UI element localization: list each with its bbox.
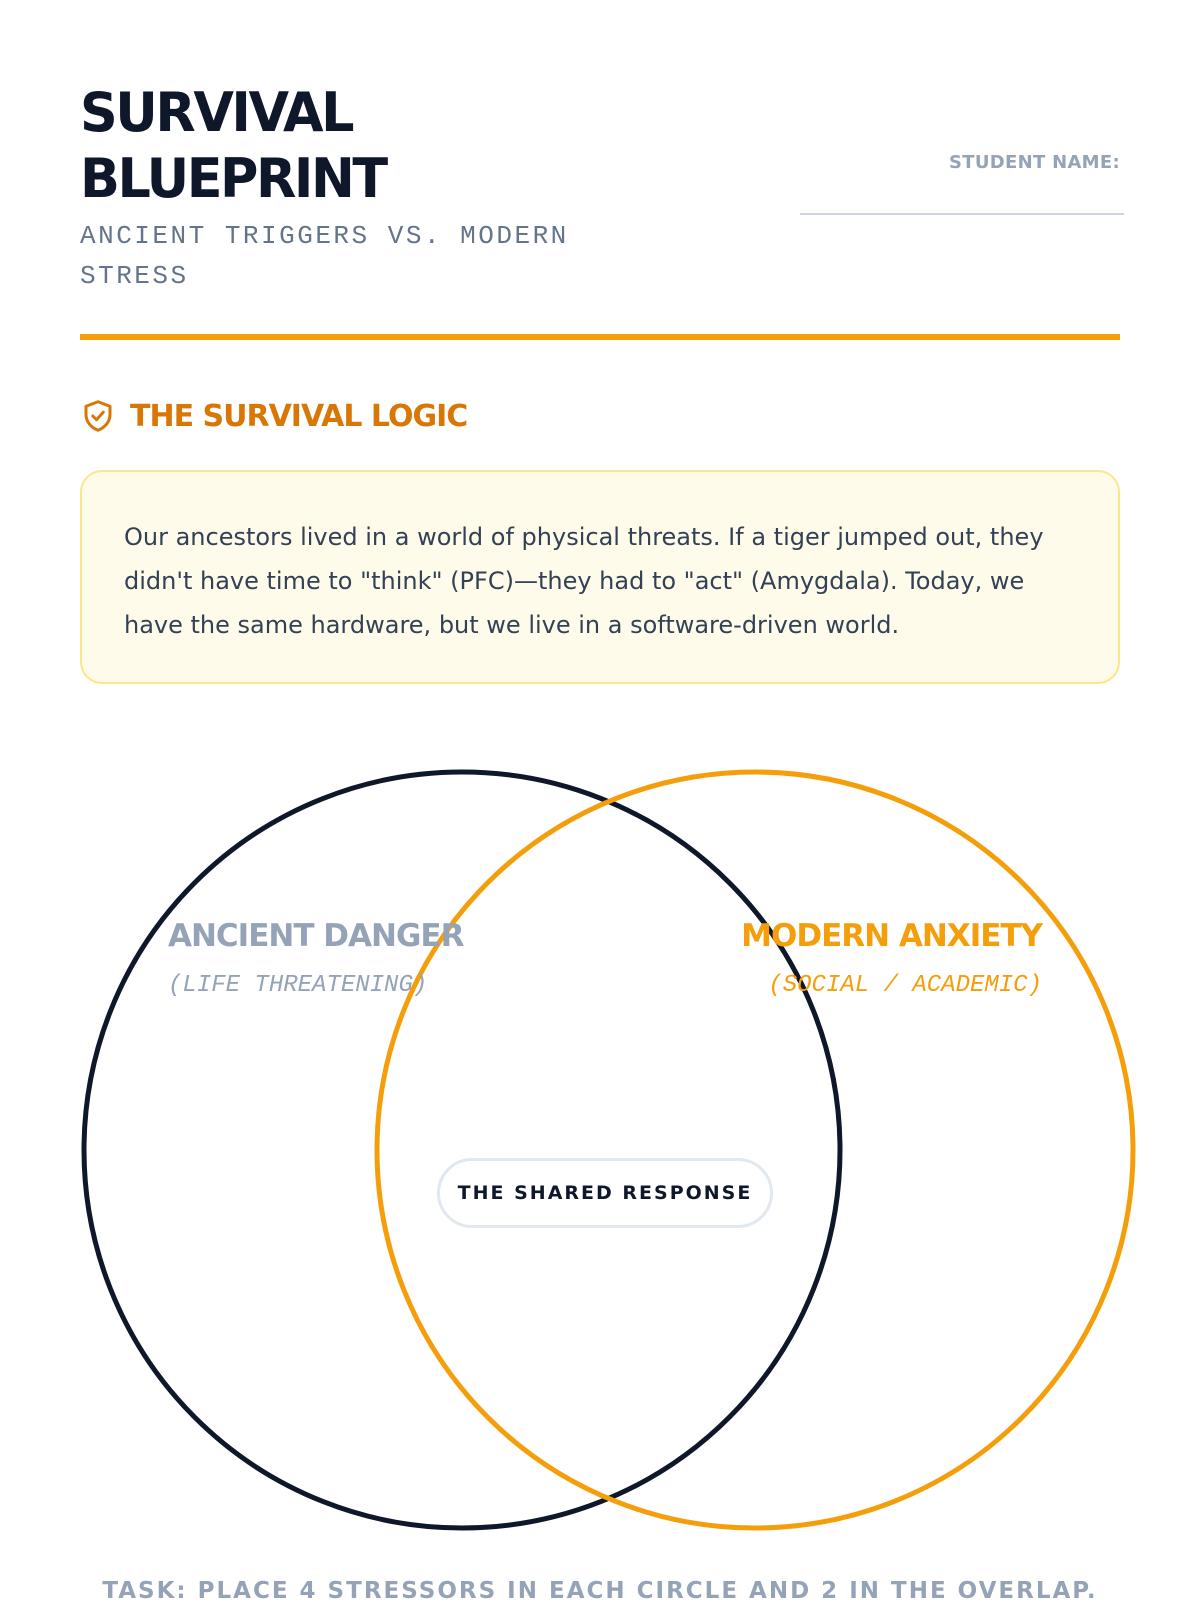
- header-divider: [80, 334, 1120, 340]
- modern-anxiety-label: MODERN ANXIETY: [741, 918, 1042, 954]
- venn-diagram: [0, 740, 1200, 1540]
- shared-response-badge: THE SHARED RESPONSE: [437, 1158, 773, 1228]
- survival-logic-callout: [80, 470, 1120, 684]
- student-name-block: [800, 152, 1120, 215]
- page-title: SURVIVAL BLUEPRINT: [80, 81, 386, 210]
- callout-text: Our ancestors lived in a world of physical threats. If a tiger jumped out, they didn't have time to "think" (PFC)—they had to "act" (Amygdala). Today, we have the same hardware, but we live in a software-driven world.: [124, 523, 1044, 639]
- modern-anxiety-sublabel: (SOCIAL / ACADEMIC): [768, 972, 1042, 999]
- section-heading: [80, 398, 467, 434]
- student-name-label: STUDENT NAME:: [948, 152, 1120, 173]
- section-title: THE SURVIVAL LOGIC: [130, 398, 468, 434]
- ancient-danger-sublabel: (LIFE THREATENING): [168, 972, 428, 999]
- modern-anxiety-circle[interactable]: [377, 772, 1133, 1528]
- venn-circles: [0, 740, 1200, 1540]
- worksheet-header: [80, 80, 1120, 296]
- student-name-field[interactable]: [800, 193, 1124, 215]
- ancient-danger-circle[interactable]: [84, 772, 840, 1528]
- page-subtitle: ANCIENT TRIGGERS VS. MODERN STRESS: [80, 221, 569, 291]
- task-instruction: TASK: PLACE 4 STRESSORS IN EACH CIRCLE AND 2 IN THE OVERLAP.: [102, 1578, 1098, 1604]
- shield-check-icon: [80, 398, 116, 434]
- ancient-danger-label: ANCIENT DANGER: [168, 918, 464, 954]
